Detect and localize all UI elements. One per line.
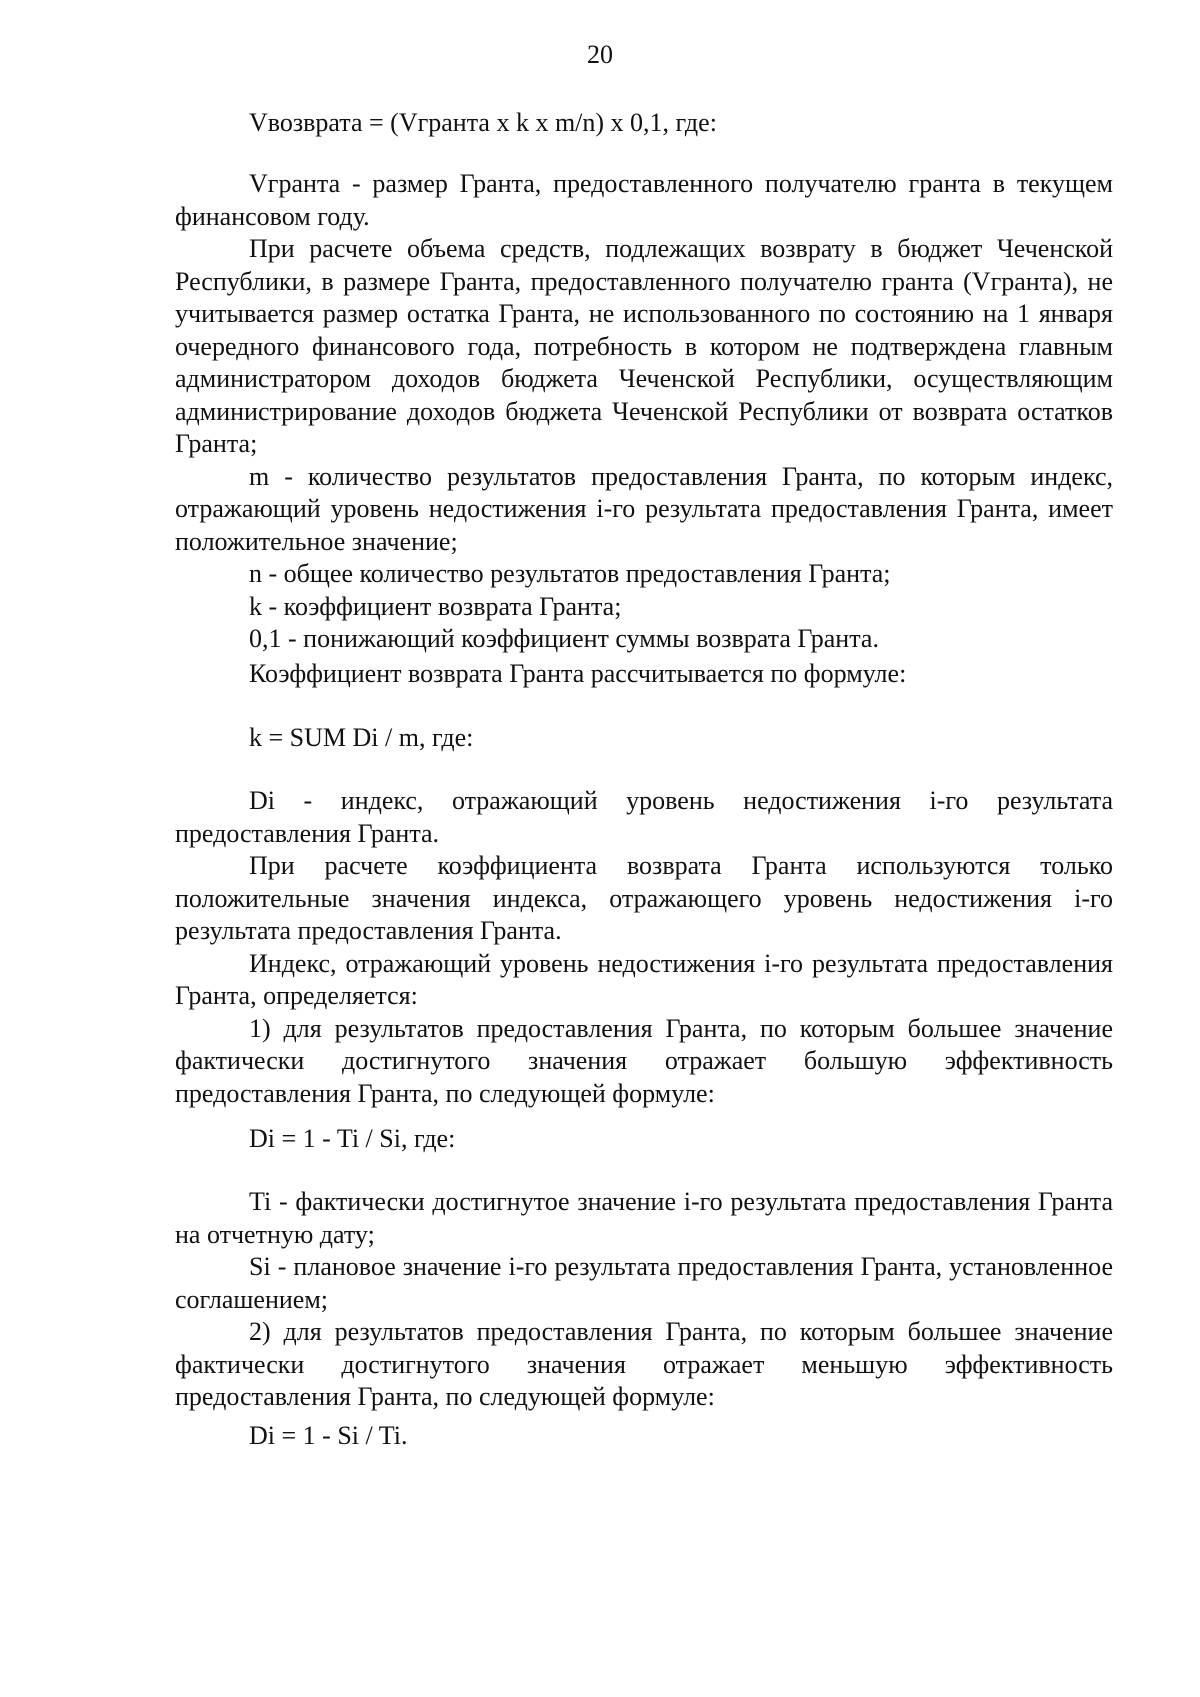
definition-coefficient-0-1: 0,1 - понижающий коэффициент суммы возврата Гранта.: [249, 624, 879, 653]
formula-k: k = SUM Di / m, где:: [249, 723, 474, 752]
paragraph-positive-values: При расчете коэффициента возврата Гранта используются только положительные значения индекса, отражающего уровень недостижения i-го результата предоставления Гранта.: [175, 851, 1113, 945]
definitions-block-1: [175, 168, 1113, 656]
list-item-2: 2) для результатов предоставления Гранта, по которым большее значение фактически достигнутого значения отражает меньшую эффективность предоставления Гранта, по следующей формуле:: [175, 1317, 1113, 1411]
definition-k: k - коэффициент возврата Гранта;: [249, 591, 622, 621]
coefficient-intro: Коэффициент возврата Гранта рассчитывается по формуле:: [249, 659, 907, 688]
paragraph-index-determined: Индекс, отражающий уровень недостижения i-го результата предоставления Гранта, определяется:: [175, 948, 1113, 1010]
definition-m: m - количество результатов предоставления Гранта, по которым индекс, отражающий уровень недостижения i-го результата предоставления Гранта, имеет положительное значение;: [175, 461, 1113, 556]
page-number: 20: [587, 40, 613, 69]
formula-return: Vвозврата = (Vгранта x k x m/n) x 0,1, где:: [249, 108, 717, 137]
definition-di: Di - индекс, отражающий уровень недостижения i-го результата предоставления Гранта.: [175, 786, 1113, 848]
definitions-block-3: [175, 1186, 1113, 1414]
formula-di-2: Di = 1 - Si / Ti.: [249, 1421, 408, 1450]
definition-v-granta: Vгранта - размер Гранта, предоставленного получателю гранта в текущем финансовом году.: [175, 169, 1113, 231]
list-item-1: 1) для результатов предоставления Гранта, по которым большее значение фактически достигнутого значения отражает большую эффективность предоставления Гранта, по следующей формуле:: [175, 1013, 1113, 1108]
definitions-block-2: [175, 785, 1113, 1110]
paragraph-calculation-note: При расчете объема средств, подлежащих возврату в бюджет Чеченской Республики, в размере Гранта, предоставленного получателю гранта (Vгранта), не учитывается размер остатка Гранта, не использованного по состоянию на 1 января очередного финансового года, потребность в котором не подтверждена главным администратором доходов бюджета Чеченской Республики, осуществляющим администрирование доходов бюджета Чеченской Республики от возврата остатков Гранта;: [175, 234, 1113, 458]
definition-ti: Ti - фактически достигнутое значение i-го результата предоставления Гранта на отчетную дату;: [175, 1187, 1113, 1249]
definition-n: n - общее количество результатов предоставления Гранта;: [249, 559, 891, 588]
definition-si: Si - плановое значение i-го результата предоставления Гранта, установленное соглашением;: [175, 1252, 1113, 1314]
formula-di-1: Di = 1 - Ti / Si, где:: [249, 1124, 456, 1153]
